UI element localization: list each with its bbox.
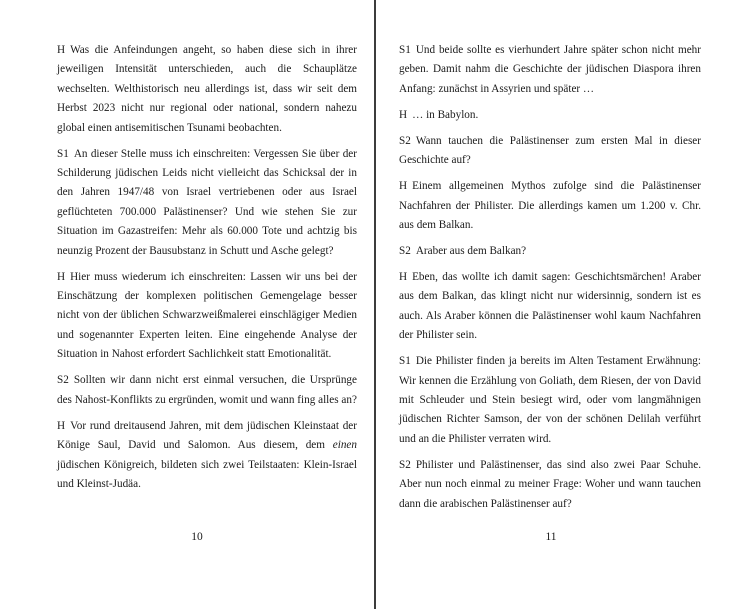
paragraph [399, 242, 701, 261]
paragraph [57, 145, 357, 261]
speaker-label: H [399, 271, 408, 284]
right-page [376, 0, 750, 609]
paragraph-text: Vor rund dreitausend Jahren, mit dem jüdischen Kleinstaat der Könige Saul, David und Salomon. Aus diesem, dem [57, 419, 357, 452]
paragraph [399, 456, 701, 514]
paragraph [399, 268, 701, 346]
left-page [0, 0, 374, 609]
speaker-label: H [399, 180, 408, 193]
paragraph [57, 371, 357, 410]
paragraph [399, 352, 701, 449]
speaker-label: H [57, 270, 66, 283]
page-number: 11 [545, 531, 557, 543]
page-number: 10 [191, 531, 203, 543]
paragraph-text: Hier muss wiederum ich einschreiten: Lassen wir uns bei der Einschätzung der komplexen politischen Gemengelage besser nicht von der üblichen Schwarzweißmalerei einschlägiger Medien und sogenannter Experten leiten. Eine eingehende Analyse der Situation in Nahost erfordert Sachlichkeit statt Emotionalität. [57, 270, 357, 361]
speaker-label: H [57, 44, 66, 56]
paragraph [399, 41, 701, 99]
paragraph-text: jüdischen Königreich, bildeten sich zwei Teilstaaten: Klein-Israel und Kleinst-Judäa. [57, 458, 357, 490]
speaker-label: S2 [399, 245, 411, 258]
emphasized-word: einen [332, 439, 357, 452]
paragraph-text: Araber aus dem Balkan? [415, 245, 527, 258]
speaker-label: S1 [399, 44, 411, 56]
speaker-label: S1 [399, 355, 411, 368]
paragraph-text: Philister und Palästinenser, das sind also zwei Paar Schuhe. Aber nun noch einmal zu meiner Frage: Woher und wann tauchen dann die arabischen Palästinenser auf? [399, 458, 701, 510]
speaker-label: H [399, 108, 408, 121]
speaker-label: S2 [399, 134, 411, 147]
paragraph [399, 177, 701, 235]
speaker-label: S2 [57, 374, 69, 387]
paragraph-text: Sollten wir dann nicht erst einmal versuchen, die Ursprünge des Nahost-Konflikts zu ergründen, womit und wann fing alles an? [57, 374, 357, 406]
paragraph-text: Und beide sollte es vierhundert Jahre später schon nicht mehr geben. Damit nahm die Geschichte der jüdischen Diaspora ihren Anfang: zunächst in Assyrien und später … [399, 44, 701, 95]
paragraph [57, 417, 357, 495]
paragraph-text: Einem allgemeinen Mythos zufolge sind die Palästinenser Nachfahren der Philister. Die allerdings kamen um 1.200 v. Chr. aus dem Balkan. [399, 180, 701, 232]
paragraph [57, 268, 357, 365]
paragraph-text: … in Babylon. [412, 108, 479, 121]
speaker-label: S1 [57, 147, 69, 160]
paragraph-text: An dieser Stelle muss ich einschreiten: Vergessen Sie über der Schilderung jüdischen Leids nicht vielleicht das Schicksal der in den Jahren 1947/48 von Israel vertriebenen oder aus Israel geflüchteten 700.000 Palästinenser? Und wie stehen Sie zur Situation im Gazastreifen: Mehr als 60.000 Tote und achtzig bis neunzig Prozent der Bausubstanz in Schutt und Asche gelegt? [57, 147, 357, 257]
paragraph [57, 41, 357, 138]
paragraph [399, 132, 701, 171]
paragraph [399, 106, 701, 125]
left-page-text [57, 41, 357, 501]
paragraph-text: Wann tauchen die Palästinenser zum ersten Mal in dieser Geschichte auf? [399, 134, 701, 167]
right-page-text [399, 41, 701, 521]
paragraph-text: Die Philister finden ja bereits im Alten Testament Erwähnung: Wir kennen die Erzählung von Goliath, dem Riesen, der von David mit Schleuder und Stein besiegt wird, oder vom langmähnigen jüdischen Richter Samson, der von der schönen Delilah verführt und an die Philister verraten wird. [399, 355, 701, 445]
paragraph-text: Eben, das wollte ich damit sagen: Geschichtsmärchen! Araber aus dem Balkan, das klingt nicht nur widersinnig, sondern ist es auch. Als Araber können die Palästinenser wohl kaum Nachfahren der Philister sein. [399, 271, 701, 342]
paragraph-text: Was die Anfeindungen angeht, so haben diese sich in ihrer jeweiligen Intensität unterschieden, auch die Schauplätze wechselten. Welthistorisch neu allerdings ist, dass wir seit dem Herbst 2023 nicht nur regional oder national, sondern nahezu global einen antisemitischen Tsunami beobachten. [57, 44, 357, 134]
speaker-label: H [57, 419, 66, 432]
speaker-label: S2 [399, 458, 411, 471]
